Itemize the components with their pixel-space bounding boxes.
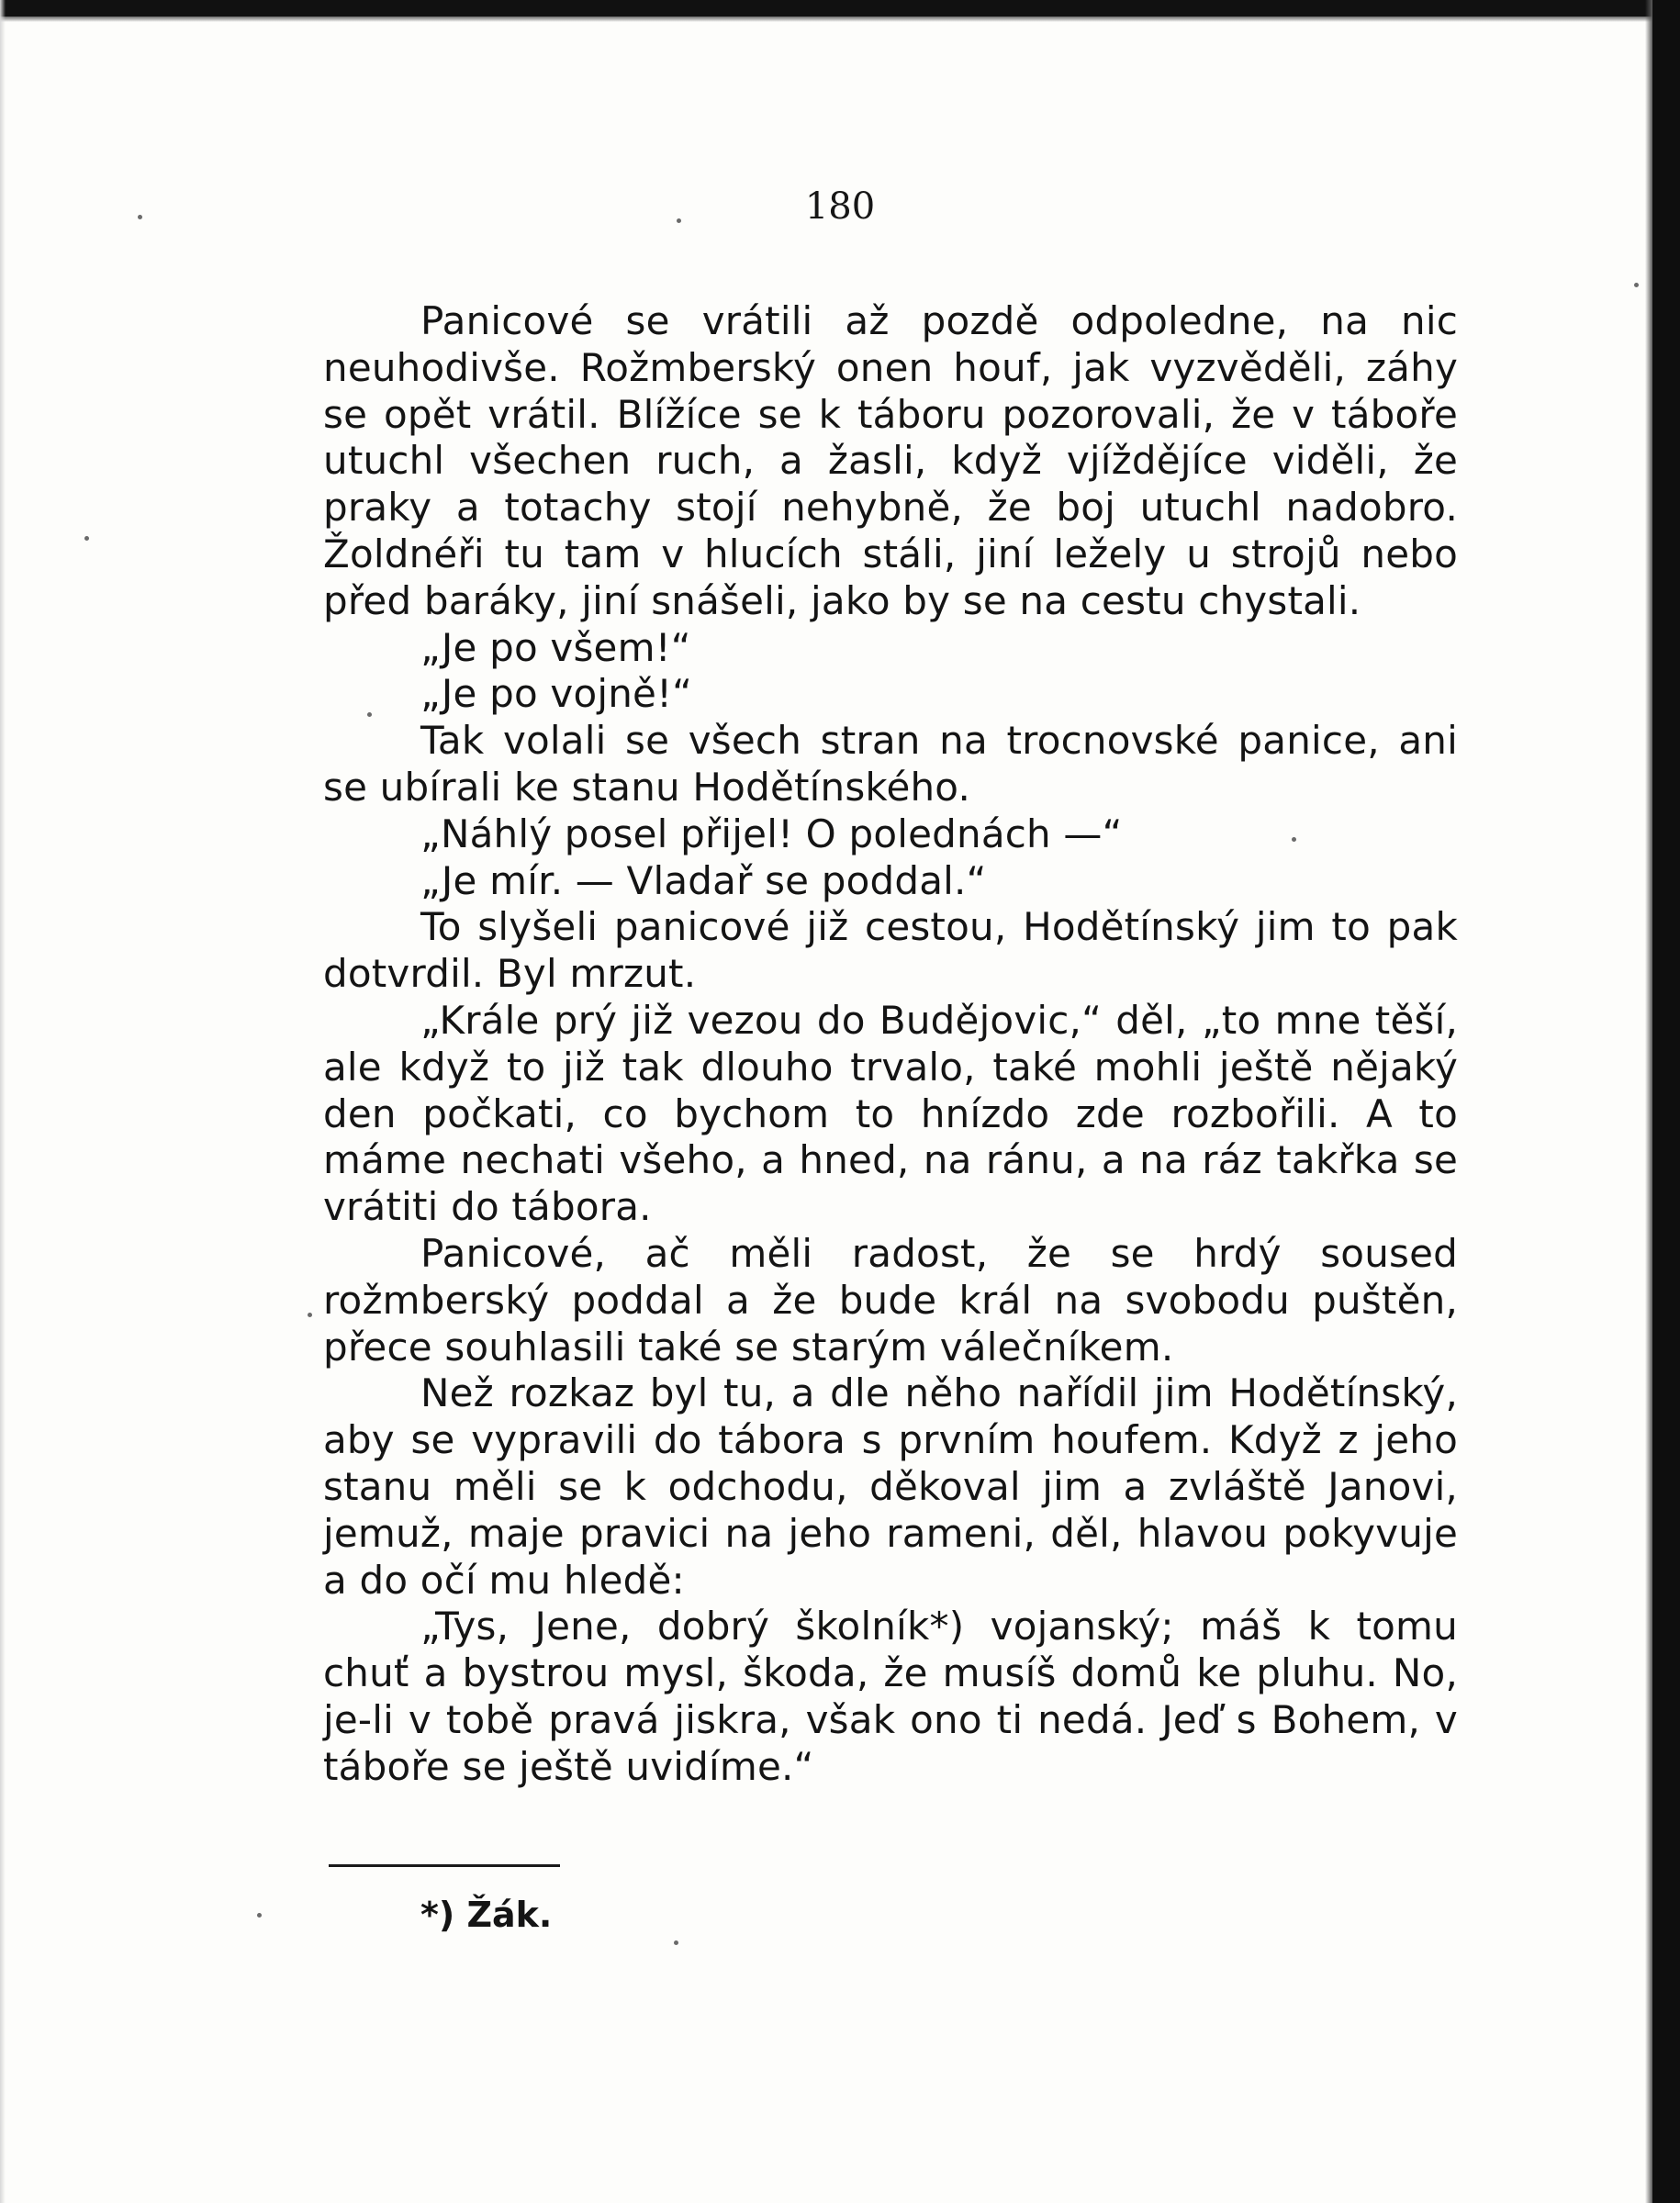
paragraph: Panicové, ač měli radost, že se hrdý soused rožmberský poddal a že bude král na svobodu puštěn, přece souhlasili také se starým válečníkem. — [323, 1230, 1458, 1370]
paragraph: „Je po vojně!“ — [420, 671, 693, 717]
footnote: *) Žák. — [420, 1895, 553, 1935]
body-text — [323, 298, 1458, 1791]
paragraph: Panicové se vrátili až pozdě odpoledne, na nic neuhodivše. Rožmberský onen houf, jak vyzvěděli, záhy se opět vrátil. Blížíce se k táboru pozorovali, že v táboře utuchl všechen ruch, a žasli, když vjíždějíce viděli, že praky a totachy stojí nehybně, že boj utuchl nadobro. Žoldnéři tu tam v hlucích stáli, jiní ležely u strojů nebo před baráky, jiní snášeli, jako by se na cestu chystali. — [323, 298, 1458, 623]
scan-speck — [1634, 283, 1639, 287]
page-number: 180 — [804, 185, 876, 228]
paragraph: To slyšeli panicové již cestou, Hodětínský jim to pak dotvrdil. Byl mrzut. — [323, 904, 1458, 997]
footnote-rule — [329, 1864, 560, 1867]
scan-speck — [257, 1913, 262, 1918]
scan-speck — [674, 1940, 678, 1945]
scan-right-edge — [1652, 0, 1680, 2203]
paragraph: „Krále prý již vezou do Budějovic,“ děl, „to mne těší, ale když to již tak dlouho trvalo, také mohli ještě nějaký den počkati, co bychom to hnízdo zde rozbořili. A to máme nechati všeho, a hned, na ránu, a na ráz takřka se vrátiti do tábora. — [323, 997, 1458, 1230]
paragraph: Tak volali se všech stran na trocnovské panice, ani se ubírali ke stanu Hodětínského. — [323, 718, 1458, 810]
scan-speck — [84, 536, 89, 541]
scan-left-shadow — [0, 0, 6, 2203]
scan-top-edge — [0, 0, 1680, 17]
paragraph: „Tys, Jene, dobrý školník*) vojanský; máš k tomu chuť a bystrou mysl, škoda, že musíš domů ke pluhu. No, je-li v tobě pravá jiskra, však ono ti nedá. Jeď s Bohem, v táboře se ještě uvidíme.“ — [323, 1604, 1458, 1789]
paragraph: „Náhlý posel přijel! O polednách —“ — [420, 811, 1123, 856]
paragraph: „Je mír. — Vladař se poddal.“ — [420, 857, 987, 903]
paragraph: Než rozkaz byl tu, a dle něho nařídil jim Hodětínský, aby se vypravili do tábora s prvním houfem. Když z jeho stanu měli se k odchodu, děkoval jim a zvláště Janovi, jemuž, maje pravici na jeho rameni, děl, hlavou pokyvuje a do očí mu hledě: — [323, 1370, 1458, 1603]
scan-speck — [308, 1313, 312, 1317]
scan-top-shadow — [0, 17, 1680, 22]
paragraph: „Je po všem!“ — [420, 624, 691, 670]
scan-right-shadow — [1645, 0, 1652, 2203]
